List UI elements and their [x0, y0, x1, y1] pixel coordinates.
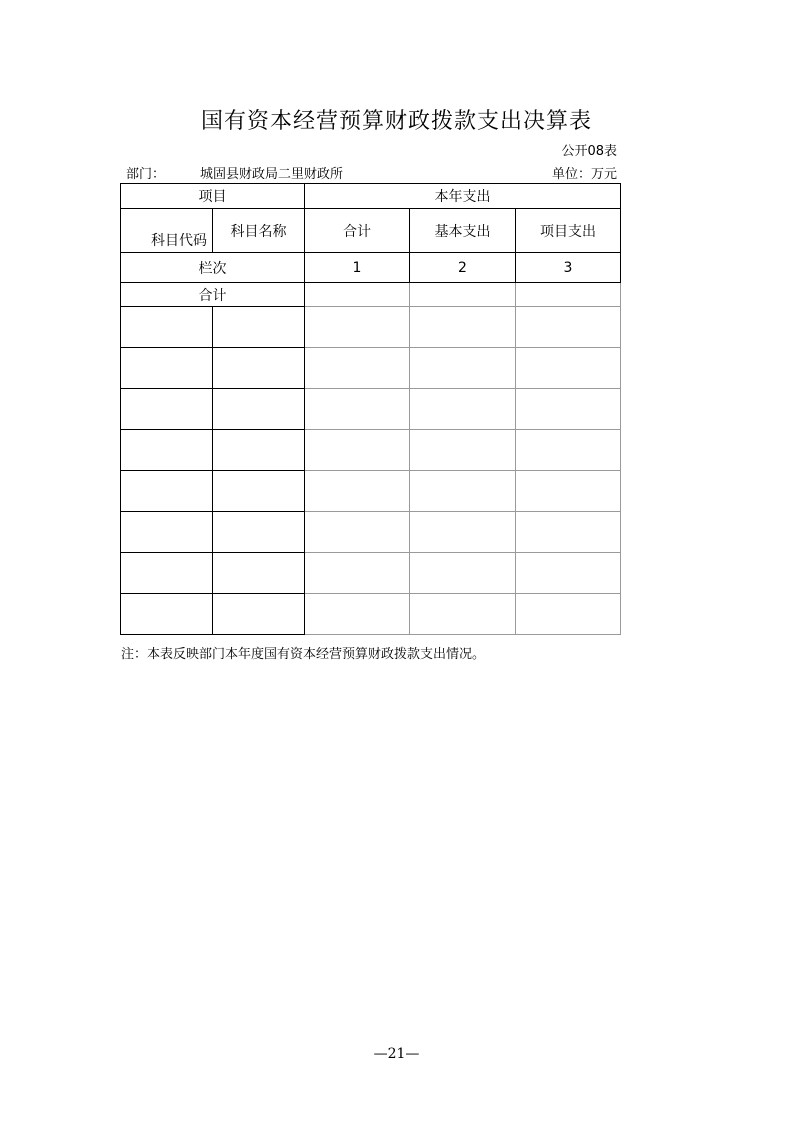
table-total-row	[121, 283, 621, 307]
table-cell	[121, 430, 213, 471]
table-cell	[213, 512, 305, 553]
table-cell	[305, 594, 410, 635]
col-total: 合计	[305, 209, 410, 253]
department-value: 城固县财政局二里财政所	[200, 167, 344, 182]
table-cell	[213, 389, 305, 430]
table-cell	[516, 512, 621, 553]
table-row	[121, 389, 621, 430]
table-cell	[121, 512, 213, 553]
table-cell	[213, 430, 305, 471]
table-cell	[410, 512, 516, 553]
row-index-label: 栏次	[121, 253, 305, 283]
table-cell	[516, 471, 621, 512]
table-cell	[410, 307, 516, 348]
table-row	[121, 307, 621, 348]
table-cell	[305, 389, 410, 430]
table-cell	[213, 471, 305, 512]
table-cell	[410, 430, 516, 471]
index-1: 1	[305, 253, 410, 283]
table-row	[121, 348, 621, 389]
unit-label: 单位：万元	[551, 167, 617, 182]
col-basic: 基本支出	[410, 209, 516, 253]
table-cell	[305, 430, 410, 471]
table-cell	[410, 389, 516, 430]
total-cell	[305, 283, 410, 307]
table-cell	[213, 348, 305, 389]
table-row	[121, 512, 621, 553]
total-project-cell	[516, 283, 621, 307]
table-cell	[305, 471, 410, 512]
index-2: 2	[410, 253, 516, 283]
header-current-year: 本年支出	[305, 184, 621, 209]
table-row	[121, 594, 621, 635]
table-cell	[516, 430, 621, 471]
table-cell	[516, 348, 621, 389]
table-cell	[410, 471, 516, 512]
table-cell	[121, 471, 213, 512]
table-cell	[121, 594, 213, 635]
department-label: 部门：	[126, 167, 166, 182]
table-cell	[121, 307, 213, 348]
table-cell	[410, 348, 516, 389]
table-cell	[410, 553, 516, 594]
table-cell	[516, 307, 621, 348]
table-cell	[121, 348, 213, 389]
table-row	[121, 471, 621, 512]
col-project: 项目支出	[516, 209, 621, 253]
index-3: 3	[516, 253, 621, 283]
table-cell	[213, 307, 305, 348]
table-cell	[213, 594, 305, 635]
total-basic-cell	[410, 283, 516, 307]
table-cell	[410, 594, 516, 635]
table-row	[121, 553, 621, 594]
table-cell	[516, 553, 621, 594]
table-cell	[213, 553, 305, 594]
col-subject-code: 科目代码	[121, 209, 213, 253]
page-number: —21—	[373, 1046, 420, 1062]
form-code: 公开08表	[561, 144, 617, 159]
col-subject-name: 科目名称	[213, 209, 305, 253]
total-row-label: 合计	[121, 283, 305, 307]
expenditure-table	[120, 183, 621, 635]
table-cell	[516, 389, 621, 430]
table-cell	[305, 512, 410, 553]
table-header-row-1	[121, 184, 621, 209]
table-cell	[305, 553, 410, 594]
table-row	[121, 430, 621, 471]
table-cell	[305, 307, 410, 348]
page-title: 国有资本经营预算财政拨款支出决算表	[200, 109, 592, 134]
table-cell	[121, 389, 213, 430]
header-item: 项目	[121, 184, 305, 209]
table-cell	[516, 594, 621, 635]
footnote: 注：本表反映部门本年度国有资本经营预算财政拨款支出情况。	[121, 647, 486, 662]
table-cell	[305, 348, 410, 389]
table-index-row	[121, 253, 621, 283]
table-header-row-2	[121, 209, 621, 253]
table-cell	[121, 553, 213, 594]
